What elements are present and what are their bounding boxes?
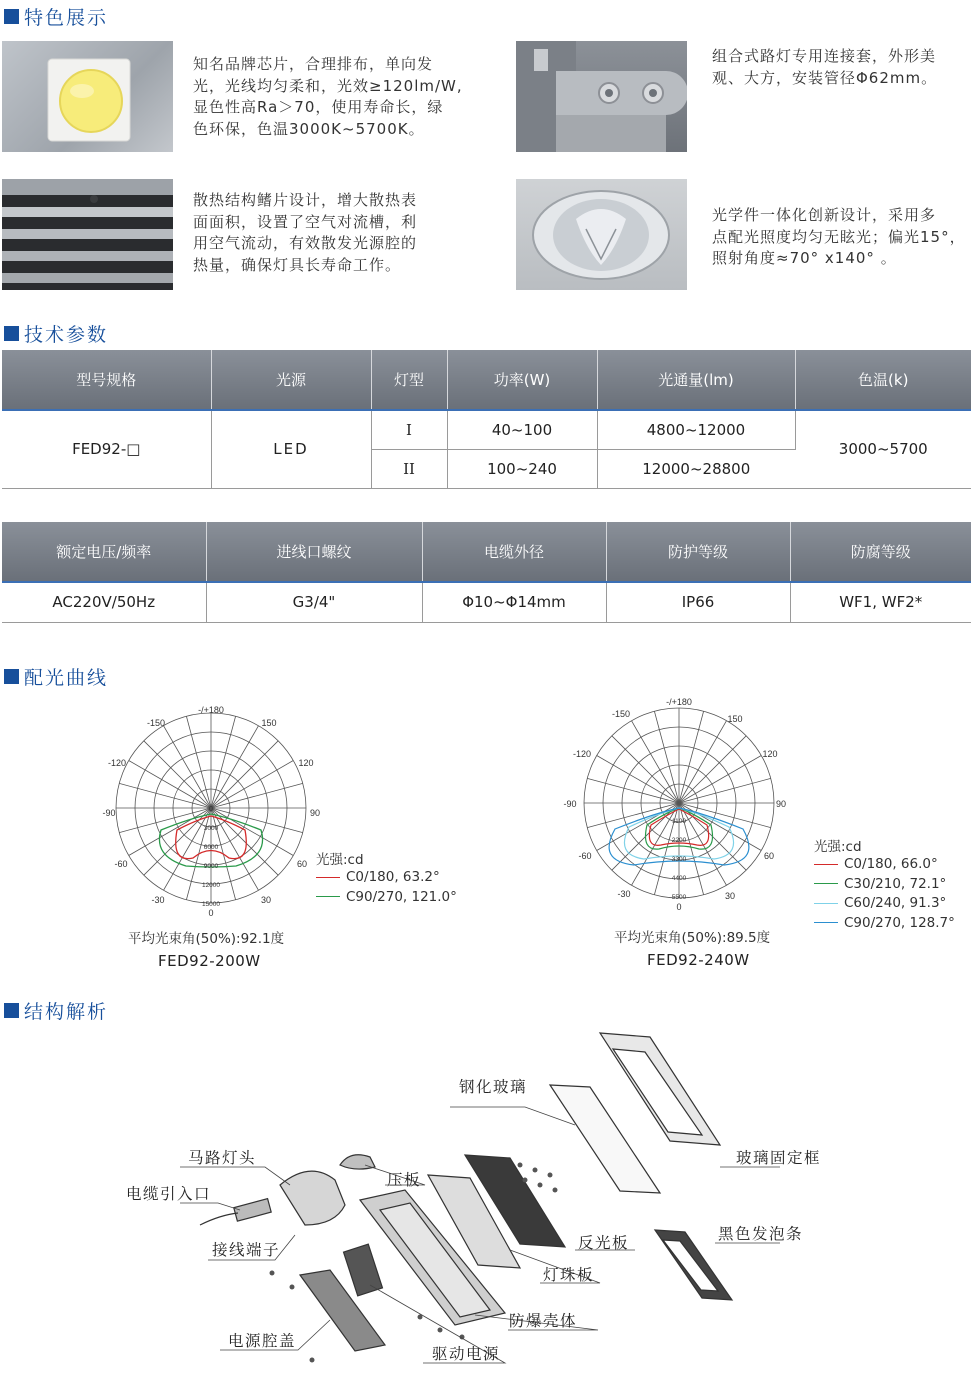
polar-spoke — [211, 716, 236, 808]
cell-model: FED92-□ — [2, 410, 211, 488]
cell-thread: G3/4" — [206, 582, 422, 622]
legend-200w — [316, 848, 457, 907]
polar-spoke — [211, 741, 278, 808]
header-source: 光源 — [211, 350, 371, 410]
section-header-specs — [4, 320, 108, 346]
angle-label: -120 — [572, 749, 592, 759]
polar-spoke — [129, 761, 211, 809]
polar-spoke — [679, 711, 704, 803]
table-row — [2, 410, 971, 449]
angle-label: -90 — [563, 799, 577, 809]
angle-label: 60 — [296, 859, 308, 869]
legend-swatch-green — [316, 896, 340, 897]
polar-spoke — [211, 761, 293, 809]
model-240w: FED92-240W — [647, 951, 750, 969]
section-title: 技术参数 — [24, 323, 109, 346]
angle-label: -150 — [611, 709, 631, 719]
polar-spoke — [211, 808, 293, 856]
feature-text-sleeve: 组合式路灯专用连接套，外形美 观、大方，安装管径Φ62mm。 — [712, 47, 938, 87]
angle-label: 150 — [261, 718, 277, 728]
polar-spoke — [587, 778, 679, 803]
cell-corrosion: WF1, WF2* — [790, 582, 971, 622]
angle-label: -60 — [578, 851, 592, 861]
cell-power-1: 40~100 — [447, 410, 597, 449]
legend-title: 光强:cd — [814, 838, 862, 855]
polar-spoke — [144, 741, 211, 808]
ring-label: 15000 — [201, 901, 221, 908]
feature-text-chip: 知名品牌芯片，合理排布，单向发 光，光线均匀柔和，光效≥120lm/W, 显色性高Ra＞70，使用寿命长，绿 色环保，色温3000K~5700K。 — [193, 55, 463, 138]
polar-spoke — [654, 711, 679, 803]
angle-label: -/+180 — [666, 697, 692, 707]
section-title: 结构解析 — [24, 1000, 109, 1023]
polar-spoke — [211, 783, 303, 808]
angle-label: -/+180 — [198, 705, 224, 715]
polar-spoke — [632, 721, 680, 803]
angle-label: 90 — [309, 808, 321, 818]
led-chip-photo — [2, 41, 173, 152]
header-cct: 色温(k) — [795, 350, 971, 410]
label-terminal: 接线端子 — [212, 1241, 281, 1259]
legend-swatch-red — [814, 864, 838, 865]
feature-text-optics: 光学件一体化创新设计，采用多 点配光照度均匀无眩光；偏光15°， 照射角度≈70° x140° 。 — [712, 206, 966, 267]
section-title: 配光曲线 — [24, 666, 109, 689]
polar-spoke — [186, 716, 211, 808]
spec-table-1 — [2, 350, 971, 489]
cell-type-2: II — [371, 449, 447, 488]
header-ip: 防护等级 — [606, 522, 790, 582]
label-driver: 驱动电源 — [432, 1345, 501, 1363]
ring-label: 3000 — [203, 825, 219, 832]
angle-label: -60 — [114, 859, 128, 869]
heat-sink-photo — [2, 179, 173, 290]
legend-title: 光强:cd — [316, 851, 364, 868]
cell-source: LED — [211, 410, 371, 488]
section-marker — [4, 1003, 19, 1018]
spec-table-2 — [2, 522, 971, 623]
polar-spoke — [587, 803, 679, 828]
legend-240w — [814, 835, 955, 933]
ring-label-center: 0 — [209, 806, 213, 813]
ring-label: 12000 — [201, 882, 221, 889]
polar-spoke — [597, 756, 679, 804]
table-row — [2, 582, 971, 622]
header-voltage: 额定电压/频率 — [2, 522, 206, 582]
legend-swatch-light-blue — [814, 903, 838, 904]
cell-cable: Φ10~Φ14mm — [422, 582, 606, 622]
mount-sleeve-photo — [516, 41, 687, 152]
polar-spoke — [129, 808, 211, 856]
polar-spoke — [679, 756, 761, 804]
polar-spoke — [679, 736, 746, 803]
section-header-curves — [4, 663, 108, 689]
section-header-structure — [4, 997, 108, 1023]
ring-label: 9000 — [203, 863, 219, 870]
section-title: 特色展示 — [24, 6, 109, 29]
ring-label: 4400 — [671, 875, 687, 882]
angle-label: 90 — [775, 799, 787, 809]
spec-table-1-header-row — [2, 350, 971, 410]
angle-label: 150 — [727, 714, 743, 724]
cell-type-1: I — [371, 410, 447, 449]
polar-spoke — [679, 803, 771, 828]
polar-spoke — [211, 808, 278, 875]
polar-spoke — [211, 726, 259, 808]
legend-swatch-green — [814, 883, 838, 884]
polar-spoke — [164, 726, 212, 808]
legend-item: C0/180, 66.0° — [814, 855, 955, 875]
header-thread: 进线口螺纹 — [206, 522, 422, 582]
label-glass-frame: 玻璃固定框 — [736, 1149, 822, 1167]
angle-label: 120 — [762, 749, 778, 759]
cell-flux-1: 4800~12000 — [597, 410, 795, 449]
header-corrosion: 防腐等级 — [790, 522, 971, 582]
label-led-board: 灯珠板 — [543, 1266, 595, 1284]
ring-label: 3300 — [671, 856, 687, 863]
spec-table-2-header-row — [2, 522, 971, 582]
legend-item: C0/180, 63.2° — [316, 868, 457, 888]
legend-item: C90/270, 128.7° — [814, 913, 955, 933]
section-marker — [4, 326, 19, 341]
polar-spoke — [679, 721, 727, 803]
section-marker — [4, 9, 19, 24]
cell-cct: 3000~5700 — [795, 410, 971, 488]
label-psu-cover: 电源腔盖 — [228, 1332, 297, 1350]
angle-label: 120 — [298, 758, 314, 768]
label-housing: 防爆壳体 — [509, 1312, 578, 1330]
optical-lens-photo — [516, 179, 687, 290]
polar-spoke — [144, 808, 211, 875]
angle-label: 30 — [260, 895, 272, 905]
angle-label: -120 — [107, 758, 127, 768]
legend-item: C90/270, 121.0° — [316, 887, 457, 907]
ring-label: 6000 — [203, 844, 219, 851]
angle-label: -30 — [617, 889, 631, 899]
header-model: 型号规格 — [2, 350, 211, 410]
section-header-features — [4, 3, 108, 29]
cell-flux-2: 12000~28800 — [597, 449, 795, 488]
cell-power-2: 100~240 — [447, 449, 597, 488]
angle-label: -90 — [102, 808, 116, 818]
legend-swatch-red — [316, 877, 340, 878]
header-flux: 光通量(lm) — [597, 350, 795, 410]
legend-swatch-blue — [814, 922, 838, 923]
angle-label: 0 — [676, 902, 682, 912]
feature-text-heatsink: 散热结构鳍片设计，增大散热表 面面积，设置了空气对流槽，利 用空气流动，有效散发光源腔的 热量，确保灯具长寿命工作。 — [193, 191, 418, 274]
cell-ip: IP66 — [606, 582, 790, 622]
polar-chart-240w — [558, 693, 803, 918]
legend-item: C60/240, 91.3° — [814, 894, 955, 914]
polar-spoke — [119, 783, 211, 808]
angle-label: 30 — [724, 891, 736, 901]
model-200w: FED92-200W — [158, 952, 261, 970]
label-tempered-glass: 钢化玻璃 — [459, 1078, 528, 1096]
angle-label: 60 — [763, 851, 775, 861]
header-type: 灯型 — [371, 350, 447, 410]
ring-label: 2200 — [671, 837, 687, 844]
label-cable-entry: 电缆引入口 — [126, 1185, 212, 1203]
angle-label: 0 — [208, 908, 214, 918]
polar-spoke — [612, 736, 679, 803]
section-marker — [4, 669, 19, 684]
legend-item: C30/210, 72.1° — [814, 874, 955, 894]
ring-label: 5500 — [671, 894, 687, 901]
header-power: 功率(W) — [447, 350, 597, 410]
cell-voltage: AC220V/50Hz — [2, 582, 206, 622]
label-foam-strip: 黑色发泡条 — [718, 1225, 804, 1243]
polar-spoke — [679, 778, 771, 803]
angle-label: -30 — [151, 895, 165, 905]
label-street-lamp-head: 马路灯头 — [188, 1149, 257, 1167]
beam-angle-240w: 平均光束角(50%):89.5度 — [614, 930, 771, 946]
beam-angle-200w: 平均光束角(50%):92.1度 — [128, 931, 285, 947]
angle-label: -150 — [146, 718, 166, 728]
header-cable: 电缆外径 — [422, 522, 606, 582]
polar-chart-200w — [90, 700, 335, 925]
label-press-plate: 压板 — [387, 1171, 422, 1189]
label-reflector: 反光板 — [578, 1234, 630, 1252]
ring-label: 1100 — [672, 818, 686, 825]
